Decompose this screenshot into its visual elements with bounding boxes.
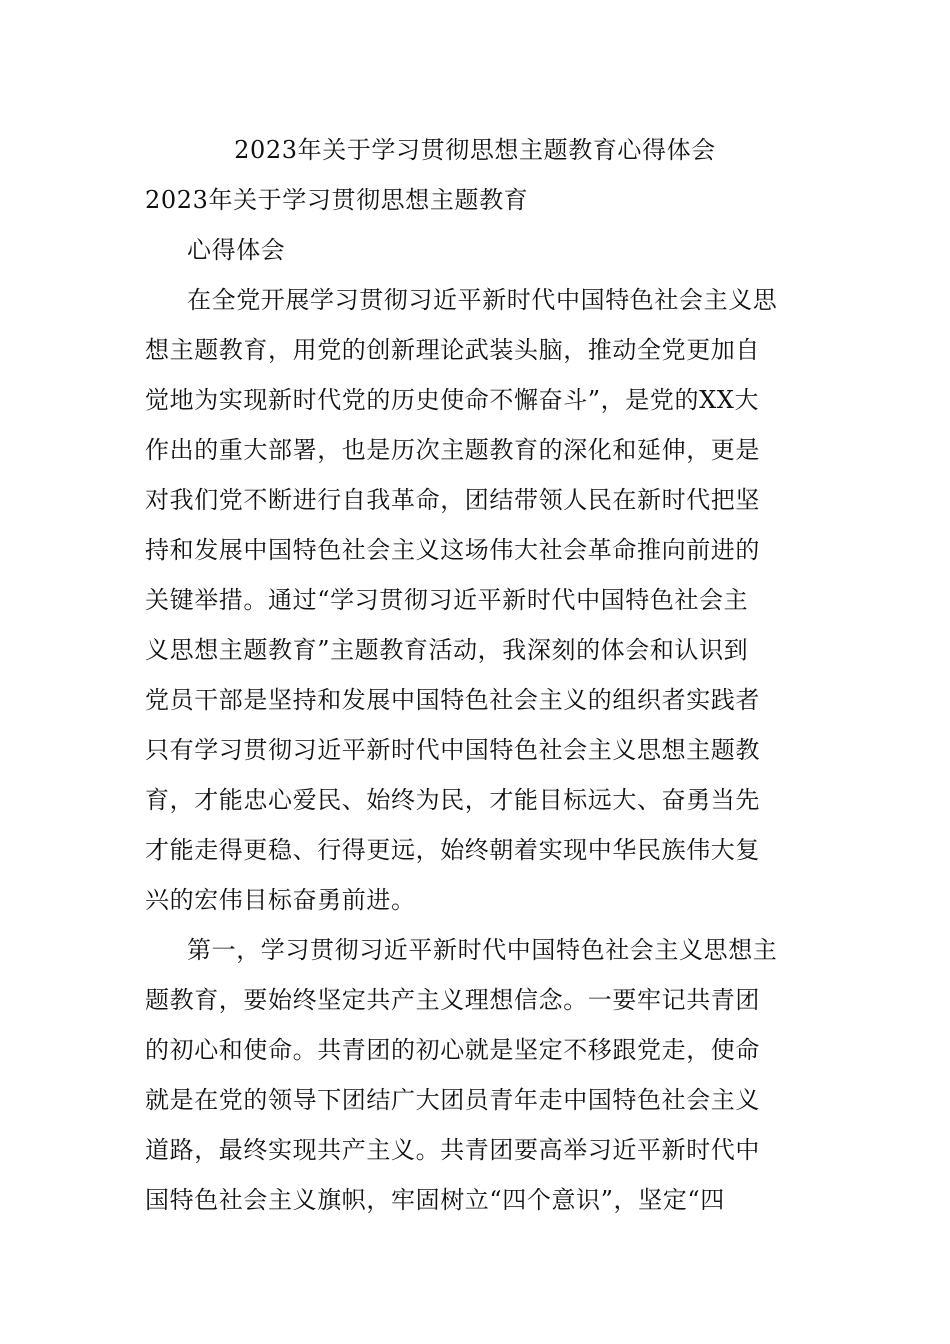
paragraph-line: 第一，学习贯彻习近平新时代中国特色社会主义思想主 [187,936,778,964]
paragraph-line: 就是在党的领导下团结广大团员青年走中国特色社会主义 [145,1086,760,1114]
paragraph-line: 觉地为实现新时代党的历史使命不懈奋斗”，是党的XX大 [145,386,760,414]
paragraph-line: 想主题教育，用党的创新理论武装头脑，推动全党更加自 [145,336,760,364]
paragraph-line: 对我们党不断进行自我革命，团结带领人民在新时代把坚 [145,486,760,514]
paragraph-line: 育，才能忠心爱民、始终为民，才能目标远大、奋勇当先 [145,786,760,814]
paragraph-line: 关键举措。通过“学习贯彻习近平新时代中国特色社会主 [145,586,749,614]
paragraph-line: 才能走得更稳、行得更远，始终朝着实现中华民族伟大复 [145,836,760,864]
document-subtitle-line2: 心得体会 [187,236,286,264]
paragraph-line: 党员干部是坚持和发展中国特色社会主义的组织者实践者 [145,686,760,714]
paragraph-line: 题教育，要始终坚定共产主义理想信念。一要牢记共青团 [145,986,760,1014]
paragraph-line: 道路，最终实现共产主义。共青团要高举习近平新时代中 [145,1136,760,1164]
document-subtitle-line1: 2023年关于学习贯彻思想主题教育 [145,186,529,214]
paragraph-line: 在全党开展学习贯彻习近平新时代中国特色社会主义思 [187,286,778,314]
paragraph-line: 义思想主题教育”主题教育活动，我深刻的体会和认识到 [145,636,749,664]
paragraph-line: 国特色社会主义旗帜，牢固树立“四个意识”，坚定“四 [145,1186,725,1214]
paragraph-line: 持和发展中国特色社会主义这场伟大社会革命推向前进的 [145,536,760,564]
paragraph-line: 作出的重大部署，也是历次主题教育的深化和延伸，更是 [145,436,760,464]
document-title: 2023年关于学习贯彻思想主题教育心得体会 [234,136,716,164]
paragraph-line: 只有学习贯彻习近平新时代中国特色社会主义思想主题教 [145,736,760,764]
paragraph-line: 兴的宏伟目标奋勇前进。 [145,886,416,914]
paragraph-line: 的初心和使命。共青团的初心就是坚定不移跟党走，使命 [145,1036,760,1064]
